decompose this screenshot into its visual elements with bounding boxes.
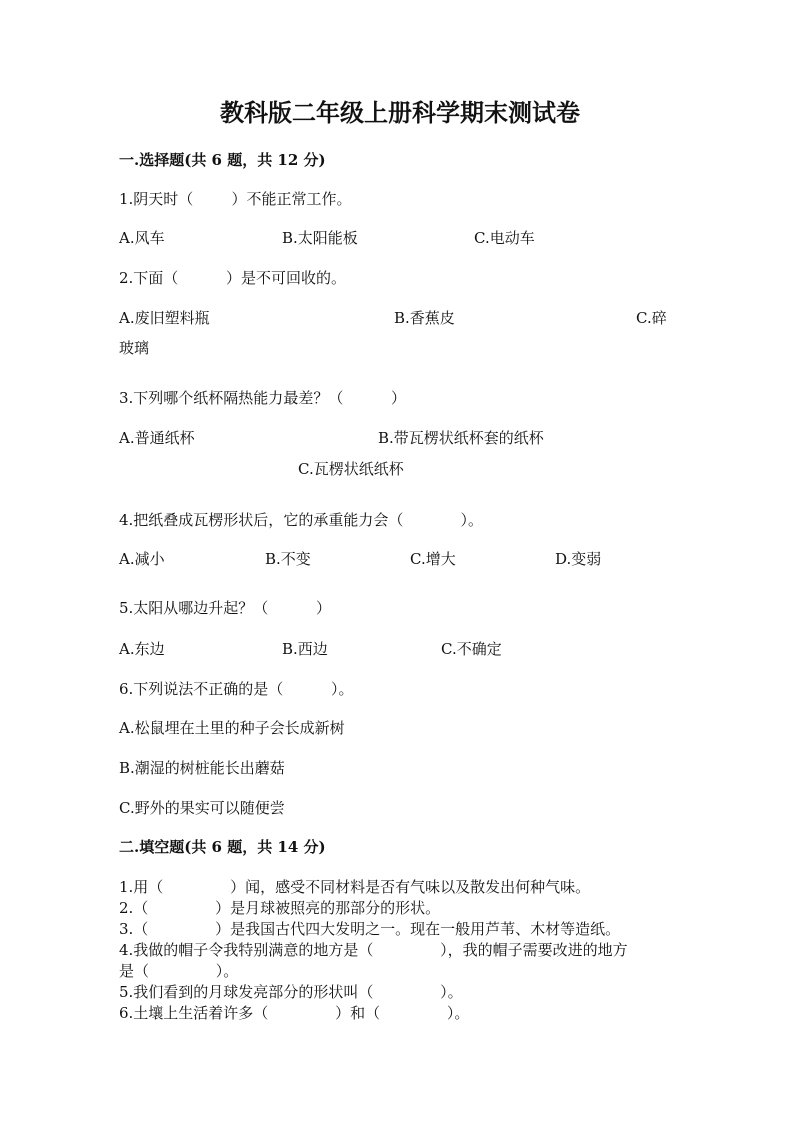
fill-line-1: 1.用（ ）闻，感受不同材料是否有气味以及散发出何种气味。 xyxy=(119,878,591,896)
fill-line-3: 3.（ ）是我国古代四大发明之一。现在一般用芦苇、木材等造纸。 xyxy=(119,920,621,938)
q1-option-b: B.太阳能板 xyxy=(282,229,358,247)
question-1: 1.阴天时（ ）不能正常工作。 xyxy=(119,190,352,208)
fill-line-5: 5.我们看到的月球发亮部分的形状叫（ ）。 xyxy=(119,983,463,1001)
question-3: 3.下列哪个纸杯隔热能力最差？（ ） xyxy=(119,389,406,407)
q3-option-c: C.瓦楞状纸纸杯 xyxy=(298,460,404,478)
fill-line-2: 2.（ ）是月球被照亮的那部分的形状。 xyxy=(119,899,441,917)
q1-option-c: C.电动车 xyxy=(474,229,535,247)
q2-option-a: A.废旧塑料瓶 xyxy=(119,309,210,327)
q5-option-c: C.不确定 xyxy=(441,640,502,658)
q3-option-b: B.带瓦楞状纸杯套的纸杯 xyxy=(378,429,544,447)
q4-option-b: B.不变 xyxy=(265,550,311,568)
q4-option-c: C.增大 xyxy=(410,550,456,568)
q6-option-b: B.潮湿的树桩能长出蘑菇 xyxy=(119,759,285,777)
q6-option-a: A.松鼠埋在土里的种子会长成新树 xyxy=(119,719,345,737)
question-4: 4.把纸叠成瓦楞形状后，它的承重能力会（ ）。 xyxy=(119,511,484,529)
question-2: 2.下面（ ）是不可回收的。 xyxy=(119,269,346,287)
q1-option-a: A.风车 xyxy=(119,229,165,247)
q2-option-c: C.碎 xyxy=(636,309,667,327)
question-5: 5.太阳从哪边升起？（ ） xyxy=(119,599,331,617)
q2-option-c-wrap: 玻璃 xyxy=(119,339,150,357)
q3-option-a: A.普通纸杯 xyxy=(119,429,195,447)
q5-option-a: A.东边 xyxy=(119,640,165,658)
section-heading-choice: 一.选择题(共 6 题，共 12 分) xyxy=(119,151,326,169)
section-heading-fill: 二.填空题(共 6 题，共 14 分) xyxy=(119,838,326,856)
fill-line-4: 4.我做的帽子令我特别满意的地方是（ ），我的帽子需要改进的地方 xyxy=(119,941,628,959)
q4-option-a: A.减小 xyxy=(119,550,165,568)
page-title: 教科版二年级上册科学期末测试卷 xyxy=(220,98,580,127)
q2-option-b: B.香蕉皮 xyxy=(394,309,455,327)
fill-line-6: 6.土壤上生活着许多（ ）和（ ）。 xyxy=(119,1004,470,1022)
q5-option-b: B.西边 xyxy=(282,640,328,658)
fill-line-4-wrap: 是（ ）。 xyxy=(119,962,239,980)
q6-option-c: C.野外的果实可以随便尝 xyxy=(119,799,285,817)
question-6: 6.下列说法不正确的是（ ）。 xyxy=(119,680,354,698)
q4-option-d: D.变弱 xyxy=(555,550,602,568)
